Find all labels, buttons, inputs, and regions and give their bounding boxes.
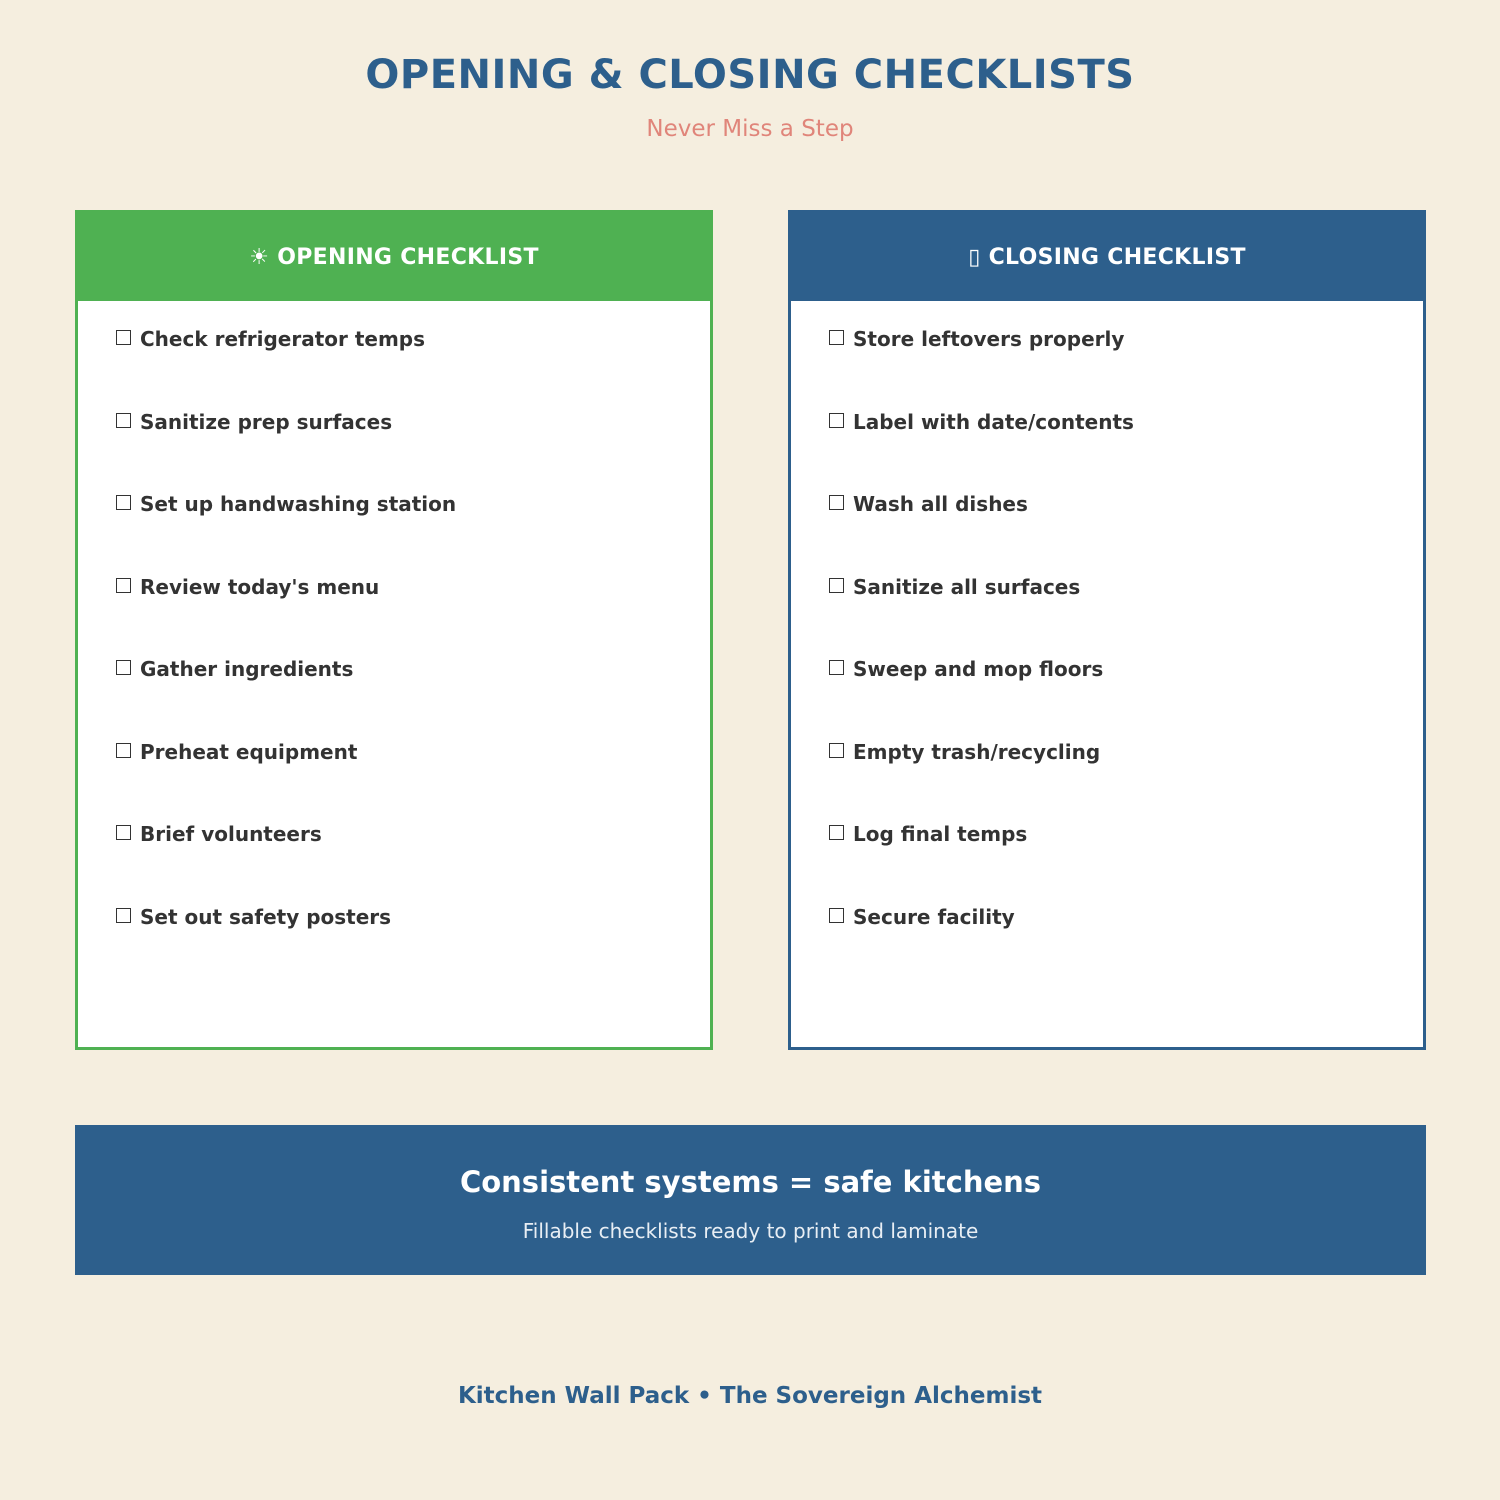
checkbox-icon[interactable]	[829, 660, 844, 675]
checklist-item-label: Secure facility	[853, 904, 1015, 929]
checklist-item-label: Gather ingredients	[140, 657, 354, 681]
checklist-item[interactable]	[114, 740, 710, 823]
checklist-item-label: Wash all dishes	[853, 492, 1028, 516]
checklist-item[interactable]	[114, 575, 710, 658]
sun-icon: ☀	[249, 244, 270, 270]
opening-checklist-title: OPENING CHECKLIST	[277, 244, 539, 270]
checklist-item-label: Set out safety posters	[140, 904, 392, 929]
tagline-banner	[75, 1125, 1426, 1275]
moon-icon: ▯	[968, 244, 981, 270]
checkbox-icon[interactable]	[116, 743, 131, 758]
checkbox-icon[interactable]	[829, 908, 844, 923]
page-subtitle: Never Miss a Step	[646, 116, 854, 142]
checklist-item-label: Review today's menu	[140, 574, 380, 599]
checkbox-icon[interactable]	[829, 413, 844, 428]
checklist-item-label: Label with date/contents	[853, 409, 1134, 434]
closing-checklist-header	[791, 213, 1423, 301]
checklist-item-label: Set up handwashing station	[140, 492, 457, 516]
checklist-item[interactable]	[114, 327, 710, 410]
checkbox-icon[interactable]	[829, 330, 844, 345]
opening-checklist-header	[78, 213, 710, 301]
checklist-item-label: Sweep and mop floors	[853, 657, 1104, 681]
checklist-item[interactable]	[114, 492, 710, 575]
checklist-item-label: Check refrigerator temps	[140, 327, 425, 351]
checklist-item-label: Brief volunteers	[140, 822, 322, 846]
footer-credit: Kitchen Wall Pack • The Sovereign Alchemist	[457, 1383, 1043, 1409]
checklist-item-label: Preheat equipment	[140, 739, 358, 764]
checkbox-icon[interactable]	[116, 495, 131, 510]
checklist-item-label: Sanitize all surfaces	[853, 574, 1081, 599]
checklist-item-label: Empty trash/recycling	[853, 739, 1101, 764]
checklist-item[interactable]	[114, 657, 710, 740]
checklist-item-label: Store leftovers properly	[853, 327, 1125, 351]
checklist-item[interactable]	[827, 740, 1423, 823]
checklist-item-label: Log final temps	[853, 822, 1028, 846]
checklist-item[interactable]	[114, 410, 710, 493]
checkbox-icon[interactable]	[829, 578, 844, 593]
page-title: OPENING & CLOSING CHECKLISTS	[365, 52, 1135, 98]
checklist-item[interactable]	[114, 822, 710, 905]
checkbox-icon[interactable]	[829, 495, 844, 510]
checklist-item[interactable]	[827, 575, 1423, 658]
banner-title: Consistent systems = safe kitchens	[459, 1165, 1042, 1199]
checklist-item[interactable]	[827, 492, 1423, 575]
checkbox-icon[interactable]	[116, 578, 131, 593]
checkbox-icon[interactable]	[116, 330, 131, 345]
opening-checklist-items	[78, 301, 710, 987]
checklist-item-label: Sanitize prep surfaces	[140, 409, 393, 434]
checkbox-icon[interactable]	[116, 413, 131, 428]
checklist-item[interactable]	[827, 905, 1423, 988]
closing-checklist-card	[788, 210, 1426, 1050]
closing-checklist-items	[791, 301, 1423, 987]
opening-checklist-card	[75, 210, 713, 1050]
checklist-item[interactable]	[827, 657, 1423, 740]
checkbox-icon[interactable]	[116, 825, 131, 840]
checkbox-icon[interactable]	[116, 660, 131, 675]
checklist-item[interactable]	[827, 327, 1423, 410]
closing-checklist-title: CLOSING CHECKLIST	[988, 244, 1246, 270]
checkbox-icon[interactable]	[829, 825, 844, 840]
checklist-item[interactable]	[827, 822, 1423, 905]
checkbox-icon[interactable]	[829, 743, 844, 758]
checklist-item[interactable]	[114, 905, 710, 988]
banner-subtitle: Fillable checklists ready to print and laminate	[522, 1219, 979, 1243]
checkbox-icon[interactable]	[116, 908, 131, 923]
checklist-item[interactable]	[827, 410, 1423, 493]
